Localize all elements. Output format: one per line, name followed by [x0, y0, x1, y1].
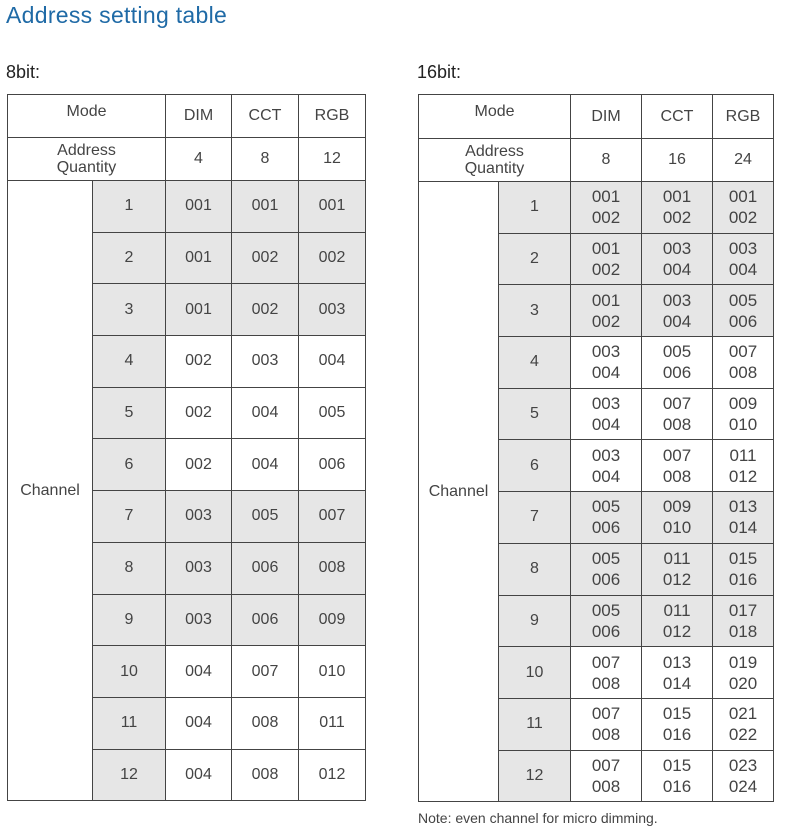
address-cell — [642, 698, 713, 750]
mode-label: Mode — [419, 95, 571, 139]
address-value: 008 — [591, 776, 621, 796]
mode-header: CCT — [232, 95, 299, 138]
table-16bit-heading: 16bit: — [417, 62, 462, 82]
address-cell — [571, 233, 642, 285]
mode-label: Mode — [8, 95, 166, 138]
address-value: 011 — [663, 549, 691, 569]
mode-header: RGB — [713, 95, 774, 139]
address-cell: 001 — [232, 181, 299, 233]
address-value: 003 — [591, 394, 621, 414]
address-value: 020 — [728, 673, 758, 693]
address-cell — [713, 750, 774, 802]
channel-label: Channel — [419, 182, 499, 802]
address-value: 021 — [728, 704, 758, 724]
address-value: 017 — [728, 600, 758, 620]
channel-number: 1 — [93, 181, 166, 233]
address-cell: 005 — [299, 387, 366, 439]
address-cell — [571, 647, 642, 699]
address-cell: 002 — [232, 284, 299, 336]
address-value: 016 — [728, 570, 758, 590]
address-cell: 008 — [232, 749, 299, 801]
address-value: 006 — [591, 518, 621, 538]
page-title: Address setting table — [6, 2, 228, 28]
address-cell: 002 — [299, 232, 366, 284]
address-value: 001 — [728, 187, 758, 207]
address-quantity-value: 8 — [571, 139, 642, 182]
address-cell — [571, 595, 642, 647]
address-value: 007 — [591, 704, 621, 724]
address-value: 007 — [662, 445, 692, 465]
address-cell: 004 — [232, 439, 299, 491]
address-value: 001 — [591, 187, 621, 207]
address-value: 003 — [728, 239, 758, 259]
address-cell — [642, 543, 713, 595]
channel-number: 10 — [93, 646, 166, 698]
address-value: 015 — [662, 704, 692, 724]
address-value: 002 — [728, 208, 758, 228]
address-cell: 002 — [166, 387, 232, 439]
channel-number: 3 — [93, 284, 166, 336]
channel-number: 9 — [93, 594, 166, 646]
address-cell — [571, 285, 642, 337]
address-value: 022 — [728, 725, 758, 745]
address-cell — [571, 182, 642, 234]
address-value: 011 — [663, 600, 691, 620]
address-cell — [642, 750, 713, 802]
address-value: 006 — [662, 363, 692, 383]
mode-header: DIM — [166, 95, 232, 138]
address-value: 008 — [591, 673, 621, 693]
address-cell: 001 — [299, 181, 366, 233]
address-cell — [642, 182, 713, 234]
address-cell — [571, 337, 642, 389]
address-cell: 011 — [299, 697, 366, 749]
address-cell — [571, 698, 642, 750]
address-cell: 008 — [232, 697, 299, 749]
address-cell: 003 — [166, 542, 232, 594]
address-quantity-label — [419, 139, 571, 182]
address-cell — [642, 233, 713, 285]
address-value: 006 — [591, 570, 621, 590]
channel-number: 5 — [93, 387, 166, 439]
address-value: 016 — [662, 725, 692, 745]
address-cell: 001 — [166, 284, 232, 336]
address-cell — [713, 388, 774, 440]
table-row — [8, 181, 366, 233]
address-cell — [713, 543, 774, 595]
address-cell: 003 — [166, 594, 232, 646]
address-value: 002 — [591, 208, 621, 228]
address-cell: 003 — [166, 491, 232, 543]
address-cell — [642, 337, 713, 389]
address-cell — [571, 492, 642, 544]
channel-number: 2 — [499, 233, 571, 285]
address-value: 004 — [662, 311, 692, 331]
address-value: 007 — [728, 342, 758, 362]
address-cell — [571, 750, 642, 802]
address-cell — [642, 647, 713, 699]
address-cell — [713, 440, 774, 492]
address-quantity-label — [8, 138, 166, 181]
address-value: 004 — [591, 363, 621, 383]
address-value: 014 — [662, 673, 692, 693]
channel-number: 1 — [499, 182, 571, 234]
address-value: 007 — [662, 394, 692, 414]
address-cell — [642, 388, 713, 440]
mode-row — [419, 95, 774, 139]
address-value: 018 — [728, 621, 758, 641]
address-value: 015 — [662, 755, 692, 775]
address-value: 010 — [728, 415, 758, 435]
address-cell: 002 — [166, 336, 232, 388]
address-cell: 004 — [299, 336, 366, 388]
address-quantity-value: 16 — [642, 139, 713, 182]
address-value: 004 — [728, 260, 758, 280]
address-quantity-value: 12 — [299, 138, 366, 181]
address-quantity-label-line2: Quantity — [56, 159, 117, 176]
address-quantity-label-line1: Address — [57, 142, 116, 159]
address-value: 003 — [662, 239, 692, 259]
address-value: 005 — [662, 342, 692, 362]
address-cell: 006 — [299, 439, 366, 491]
address-cell: 006 — [232, 594, 299, 646]
address-value: 002 — [591, 260, 621, 280]
address-value: 008 — [662, 466, 692, 486]
address-cell — [571, 388, 642, 440]
address-value: 006 — [591, 621, 621, 641]
channel-number: 2 — [93, 232, 166, 284]
address-value: 013 — [728, 497, 758, 517]
address-cell: 002 — [232, 232, 299, 284]
address-cell — [713, 492, 774, 544]
address-cell: 004 — [166, 697, 232, 749]
footnote: Note: even channel for micro dimming. — [418, 810, 658, 826]
address-value: 009 — [662, 497, 692, 517]
address-cell: 001 — [166, 232, 232, 284]
channel-number: 8 — [93, 542, 166, 594]
address-value: 002 — [662, 208, 692, 228]
address-cell: 008 — [299, 542, 366, 594]
address-cell — [713, 233, 774, 285]
table-row — [419, 182, 774, 234]
channel-number: 3 — [499, 285, 571, 337]
address-value: 016 — [662, 776, 692, 796]
address-cell: 007 — [232, 646, 299, 698]
address-cell: 001 — [166, 181, 232, 233]
address-cell: 003 — [232, 336, 299, 388]
address-value: 005 — [591, 600, 621, 620]
address-value: 004 — [662, 260, 692, 280]
address-value: 001 — [662, 187, 692, 207]
address-cell: 002 — [166, 439, 232, 491]
address-value: 003 — [591, 445, 621, 465]
mode-header: CCT — [642, 95, 713, 139]
address-table-16bit — [418, 94, 774, 802]
mode-row — [8, 95, 366, 138]
address-value: 007 — [591, 755, 621, 775]
channel-number: 6 — [93, 439, 166, 491]
address-cell — [571, 440, 642, 492]
address-value: 002 — [591, 311, 621, 331]
address-value: 004 — [591, 466, 621, 486]
address-cell — [642, 285, 713, 337]
address-value: 024 — [728, 776, 758, 796]
address-cell: 010 — [299, 646, 366, 698]
address-quantity-value: 4 — [166, 138, 232, 181]
address-value: 012 — [662, 621, 692, 641]
address-cell — [642, 595, 713, 647]
channel-number: 5 — [499, 388, 571, 440]
address-value: 012 — [728, 466, 758, 486]
channel-number: 11 — [93, 697, 166, 749]
address-cell — [571, 543, 642, 595]
address-value: 019 — [728, 652, 758, 672]
address-value: 007 — [591, 652, 621, 672]
address-value: 008 — [728, 363, 758, 383]
channel-number: 6 — [499, 440, 571, 492]
channel-label: Channel — [8, 181, 93, 801]
channel-number: 8 — [499, 543, 571, 595]
channel-number: 10 — [499, 647, 571, 699]
address-cell — [642, 440, 713, 492]
address-quantity-value: 8 — [232, 138, 299, 181]
address-cell — [642, 492, 713, 544]
channel-number: 11 — [499, 698, 571, 750]
address-value: 005 — [591, 549, 621, 569]
address-value: 013 — [662, 652, 692, 672]
address-cell: 005 — [232, 491, 299, 543]
address-value: 010 — [662, 518, 692, 538]
mode-header: RGB — [299, 95, 366, 138]
address-cell: 009 — [299, 594, 366, 646]
address-cell: 006 — [232, 542, 299, 594]
address-cell: 007 — [299, 491, 366, 543]
address-cell: 004 — [166, 646, 232, 698]
address-cell: 004 — [166, 749, 232, 801]
address-value: 001 — [591, 239, 621, 259]
address-value: 015 — [728, 549, 758, 569]
address-value: 008 — [662, 415, 692, 435]
address-quantity-label-line2: Quantity — [464, 160, 525, 177]
address-value: 001 — [591, 290, 621, 310]
address-value: 012 — [662, 570, 692, 590]
channel-number: 7 — [499, 492, 571, 544]
address-value: 023 — [728, 755, 758, 775]
channel-number: 7 — [93, 491, 166, 543]
channel-number: 12 — [499, 750, 571, 802]
address-quantity-value: 24 — [713, 139, 774, 182]
address-cell — [713, 182, 774, 234]
address-value: 005 — [591, 497, 621, 517]
address-value: 005 — [728, 290, 758, 310]
address-value: 009 — [728, 394, 758, 414]
mode-header: DIM — [571, 95, 642, 139]
address-quantity-row — [8, 138, 366, 181]
address-value: 003 — [591, 342, 621, 362]
channel-number: 12 — [93, 749, 166, 801]
address-table-8bit — [7, 94, 366, 801]
channel-number: 9 — [499, 595, 571, 647]
address-value: 008 — [591, 725, 621, 745]
address-value: 014 — [728, 518, 758, 538]
address-cell — [713, 647, 774, 699]
address-value: 006 — [728, 311, 758, 331]
address-cell — [713, 337, 774, 389]
address-value: 004 — [591, 415, 621, 435]
channel-number: 4 — [93, 336, 166, 388]
address-quantity-row — [419, 139, 774, 182]
address-cell — [713, 595, 774, 647]
address-cell: 012 — [299, 749, 366, 801]
address-cell — [713, 285, 774, 337]
channel-number: 4 — [499, 337, 571, 389]
address-quantity-label-line1: Address — [465, 143, 524, 160]
table-8bit-heading: 8bit: — [6, 62, 41, 82]
address-cell: 004 — [232, 387, 299, 439]
address-cell — [713, 698, 774, 750]
address-value: 011 — [729, 445, 757, 465]
address-value: 003 — [662, 290, 692, 310]
address-cell: 003 — [299, 284, 366, 336]
